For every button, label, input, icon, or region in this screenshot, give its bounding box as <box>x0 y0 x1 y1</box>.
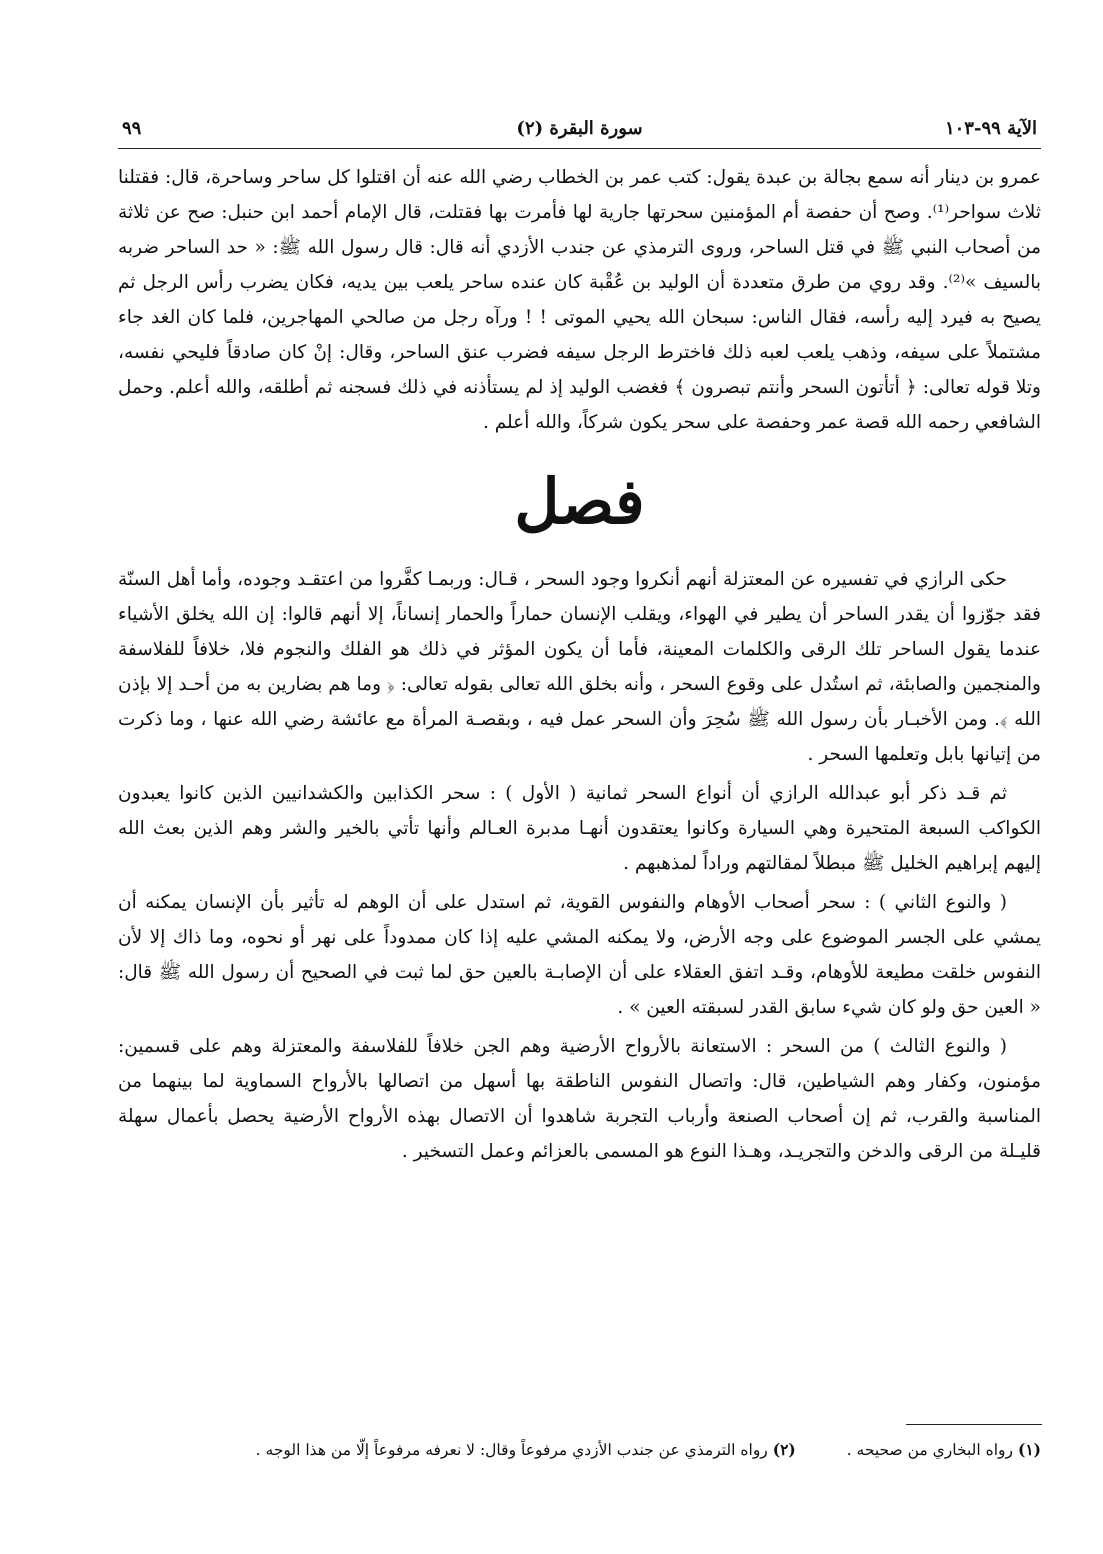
footnote-number: (٢) <box>772 1440 796 1459</box>
footnote-number: (١) <box>1017 1440 1041 1459</box>
paragraph: ( والنوع الثالث ) من السحر : الاستعانة بالأرواح الأرضية وهم الجن خلافاً للفلاسفة والمعتزلة وهم على قسمين: مؤمنون، وكفار وهم الشياطين، قال: واتصال النفوس الناطقة بها أسهل من اتصالها بالأرواح السماوية لما بينهما من المناسبة والقرب، ثم إن أصحاب الصنعة وأرباب التجربة شاهدوا أن الاتصال بهذه الأرواح الأرضية يحصل بأعمال سهلة قليـلة من الرقى والدخن والتجريـد، وهـذا النوع هو المسمى بالعزائم وعمل التسخير . <box>118 1036 1041 1162</box>
footnote-text: رواه الترمذي عن جندب الأزدي مرفوعاً وقال: لا نعرفه مرفوعاً إلّا من هذا الوجه . <box>255 1441 768 1459</box>
surah-title: (٢) سورة البقرة <box>516 118 643 139</box>
page-number: ٩٩ <box>122 118 142 139</box>
footnote-item <box>847 1436 1041 1464</box>
section-title: فصل <box>514 464 645 538</box>
paragraph: ثم قـد ذكر أبو عبدالله الرازي أن أنواع السحر ثمانية ( الأول ) : سحر الكذابين والكشدانيين الذين كانوا يعبدون الكواكب السبعة المتحيرة وهي السيارة وكانوا يعتقدون أنهـا مدبرة العـالم وأنها تأتي بالخير والشر وهم الذين بعث الله إليهم إبراهيم الخليل ﷺ مبطلاً لمقالتهم وراداً لمذهبهم . <box>118 783 1041 874</box>
paragraph: عمرو بن دينار أنه سمع بجالة بن عبدة يقول: كتب عمر بن الخطاب رضي الله عنه أن اقتلوا كل ساحر وساحرة، قال: فقتلنا ثلاث سواحر⁽¹⁾. وصح أن حفصة أم المؤمنين سحرتها جارية لها فأمرت بها فقتلت، قال الإمام أحمد ابن حنبل: صح عن ثلاثة من أصحاب النبي ﷺ في قتل الساحر، وروى الترمذي عن جندب الأزدي أنه قال: قال رسول الله ﷺ: « حد الساحر ضربه بالسيف »⁽²⁾. وقد روي من طرق متعددة أن الوليد بن عُقْبة كان عنده ساحر يلعب بين يديه، فكان يضرب رأس الرجل ثم يصيح به فيرد إليه رأسه، فقال الناس: سبحان الله يحيي الموتى ! ! ورآه رجل من صالحي المهاجرين، فلما كان الغد جاء مشتملاً على سيفه، وذهب يلعب لعبه ذلك فاخترط الرجل سيفه فضرب عنق الساحر، وقال: إنْ كان صادقاً فليحي نفسه، وتلا قوله تعالى: ﴿ أتأتون السحر وأنتم تبصرون ﴾ فغضب الوليد إذ لم يستأذنه في ذلك فسجنه ثم أطلقه، والله أعلم. وحمل الشافعي رحمه الله قصة عمر وحفصة على سحر يكون شركاً، والله أعلم . <box>118 167 1041 433</box>
footnote-text: رواه البخاري من صحيحه . <box>846 1441 1014 1459</box>
footnotes <box>108 1436 1041 1464</box>
paragraph: ( والنوع الثاني ) : سحر أصحاب الأوهام والنفوس القوية، ثم استدل على أن الوهم له تأثير بأن الإنسان يمكنه أن يمشي على الجسر الموضوع على وجه الأرض، ولا يمكنه المشي عليه إذا كان ممدوداً على نهر أو نحوه، وما ذاك إلا لأن النفوس خلقت مطيعة للأوهام، وقـد اتفق العقلاء على أن الإصابـة بالعين حق لما ثبت في الصحيح أن رسول الله ﷺ قال: « العين حق ولو كان شيء سابق القدر لسبقته العين » . <box>118 892 1041 1018</box>
footnote-divider <box>906 1424 1042 1425</box>
verse-range: الآية ٩٩-١٠٣ <box>944 118 1037 139</box>
section-heading <box>118 446 1041 556</box>
page-header <box>118 114 1041 149</box>
footnote-item <box>256 1436 796 1464</box>
paragraph: حكى الرازي في تفسيره عن المعتزلة أنهم أنكروا وجود السحر ، قـال: وربمـا كفَّروا من اعتقـد وجوده، وأما أهل السنّة فقد جوّزوا أن يقدر الساحر أن يطير في الهواء، ويقلب الإنسان حماراً والحمار إنساناً، إلا أنهم قالوا: إن الله يخلق الأشياء عندما يقول الساحر تلك الرقى والكلمات المعينة، فأما أن يكون المؤثر في ذلك هو الفلك والنجوم فلا، خلافاً للفلاسفة والمنجمين والصابئة، ثم استُدل على وقوع السحر ، وأنه بخلق الله تعالى بقوله تعالى: ﴿ وما هم بضارين به من أحـد إلا بإذن الله ﴾. ومن الأخبـار بأن رسول الله ﷺ سُحِرَ وأن السحر عمل فيه ، وبقصـة المرأة مع عائشة رضي الله عنها ، وما ذكرت من إتيانها بابل وتعلمها السحر . <box>118 569 1041 765</box>
page-body <box>118 160 1041 1173</box>
